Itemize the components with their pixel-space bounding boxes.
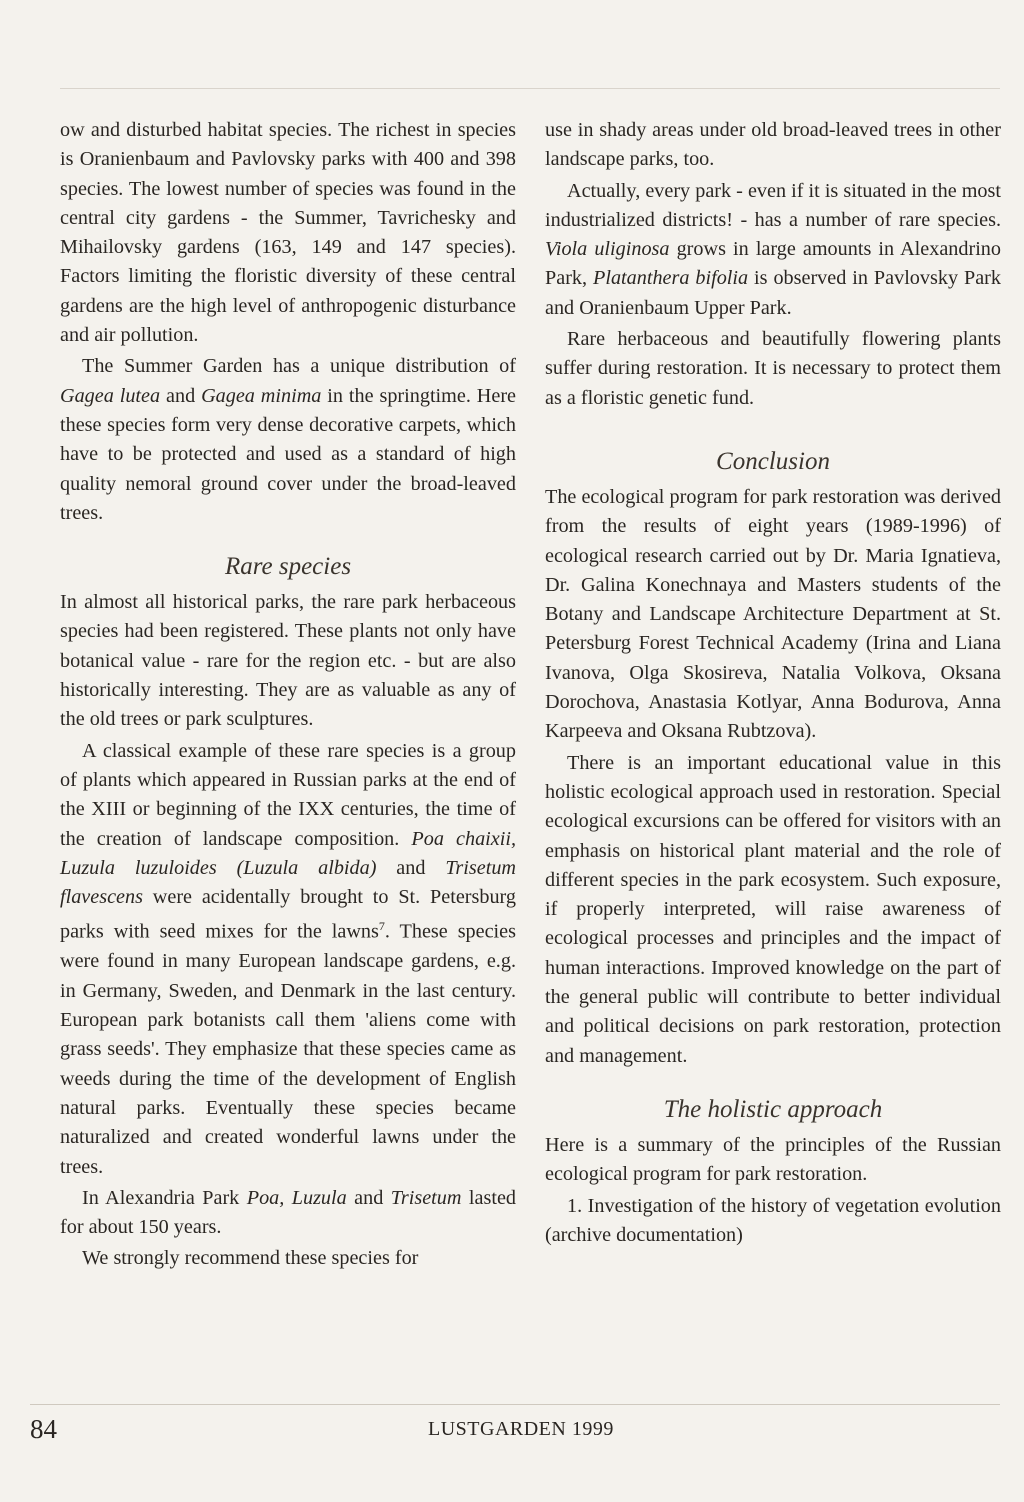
footnote-ref: 7 (378, 919, 385, 934)
paragraph: Actually, every park - even if it is situated in the most industrialized districts! - has a number of rare species. Viola uliginosa grows in large amounts in Alexandrino Park, Platanthera bifolia is observed in Pavlovsky Park and Oranienbaum Upper Park. (545, 179, 1001, 319)
paragraph: ow and disturbed habitat species. The richest in species is Oranienbaum and Pavlovsky parks with 400 and 398 species. The lowest number of species was found in the central city gardens - the Summer, Tavrichesky and Mihailovsky gardens (163, 149 and 147 species). Factors limiting the floristic diversity of these central gardens are the high level of anthropogenic disturbance and air pollution. (60, 119, 516, 347)
paragraph: The Summer Garden has a unique distribution of Gagea lutea and Gagea minima in the springtime. Here these species form very dense decorative carpets, which have to be protected and used as a standard of high quality nemoral ground cover under the broad-leaved trees. (60, 355, 516, 524)
paragraph: There is an important educational value in this holistic ecological approach used in restoration. Special ecological excursions can be offered for visitors with an emphasis on historical plant material and the role of different species in the park ecosystem. Such exposure, if properly interpreted, will raise awareness of ecological processes and principles and the impact of human interactions. Improved knowledge on the part of the general public will contribute to better individual and political decisions on park restoration, protection and management. (545, 751, 1001, 1067)
right-column (545, 116, 1001, 1252)
species-name: Gagea minima (201, 384, 322, 407)
species-name: Trisetum flavescens (60, 856, 516, 909)
paragraph: Rare herbaceous and beautifully flowering plants suffer during restoration. It is necessary to protect them as a floristic genetic fund. (545, 328, 1001, 409)
species-name: Trisetum (390, 1186, 462, 1209)
paragraph: In Alexandria Park Poa, Luzula and Trisetum lasted for about 150 years. (60, 1186, 517, 1239)
footer-rule (30, 1404, 1000, 1405)
paragraph: The ecological program for park restoration was derived from the results of eight years (1989-1996) of ecological research carried out by Dr. Maria Ignatieva, Dr. Galina Konechnaya and Masters students of the Botany and Landscape Architecture Department at St. Petersburg Forest Technical Academy (Irina and Liana Ivanova, Olga Skosireva, Natalia Volkova, Oksana Dorochova, Anastasia Kotlyar, Anna Bodurova, Anna Karpeeva and Oksana Rubtzova). (545, 485, 1001, 743)
species-name: Gagea lutea (60, 384, 161, 407)
top-rule (60, 88, 1000, 89)
running-footer: LUSTGARDEN 1999 (428, 1418, 614, 1440)
paragraph: We strongly recommend these species for (82, 1247, 419, 1270)
section-heading-rare-species: Rare species (224, 553, 352, 581)
list-item: 1. Investigation of the history of vegetation evolution (archive documentation) (545, 1194, 1001, 1246)
species-name: Poa chaixii, Luzula luzuloides (Luzula albida) (60, 827, 516, 879)
left-column (60, 116, 516, 1276)
section-heading-conclusion: Conclusion (716, 447, 830, 475)
species-name: Poa, Luzula (246, 1186, 347, 1209)
paragraph: use in shady areas under old broad-leaved trees in other landscape parks, too. (545, 119, 1001, 171)
paragraph: A classical example of these rare species is a group of plants which appeared in Russian parks at the end of the XIII or beginning of the IXX centuries, the time of the creation of landscape composition. Poa chaixii, Luzula luzuloides (Luzula albida) and Trisetum flavescens were acidentally brought to St. Petersburg parks with seed mixes for the lawns$^7$. These species were found in many European landscape gardens, e.g. in Germany, Sweden, and Denmark in the last century. European park botanists call them 'aliens come with grass seeds'. They emphasize that these species came as weeds during the time of the development of English natural parks. Eventually these species became naturalized and created wonderful lawns under the trees. (60, 739, 516, 1178)
species-name: Viola uliginosa (545, 238, 670, 261)
paragraph: In almost all historical parks, the rare park herbaceous species had been registered. These plants not only have botanical value - rare for the region etc. - but are also historically interesting. They are as valuable as any of the old trees or park sculptures. (60, 591, 516, 731)
section-heading-holistic-approach: The holistic approach (663, 1095, 883, 1123)
paragraph: Here is a summary of the principles of the Russian ecological program for park restoration. (545, 1133, 1001, 1186)
species-name: Platanthera bifolia (593, 267, 749, 290)
page-number: 84 (30, 1414, 57, 1444)
